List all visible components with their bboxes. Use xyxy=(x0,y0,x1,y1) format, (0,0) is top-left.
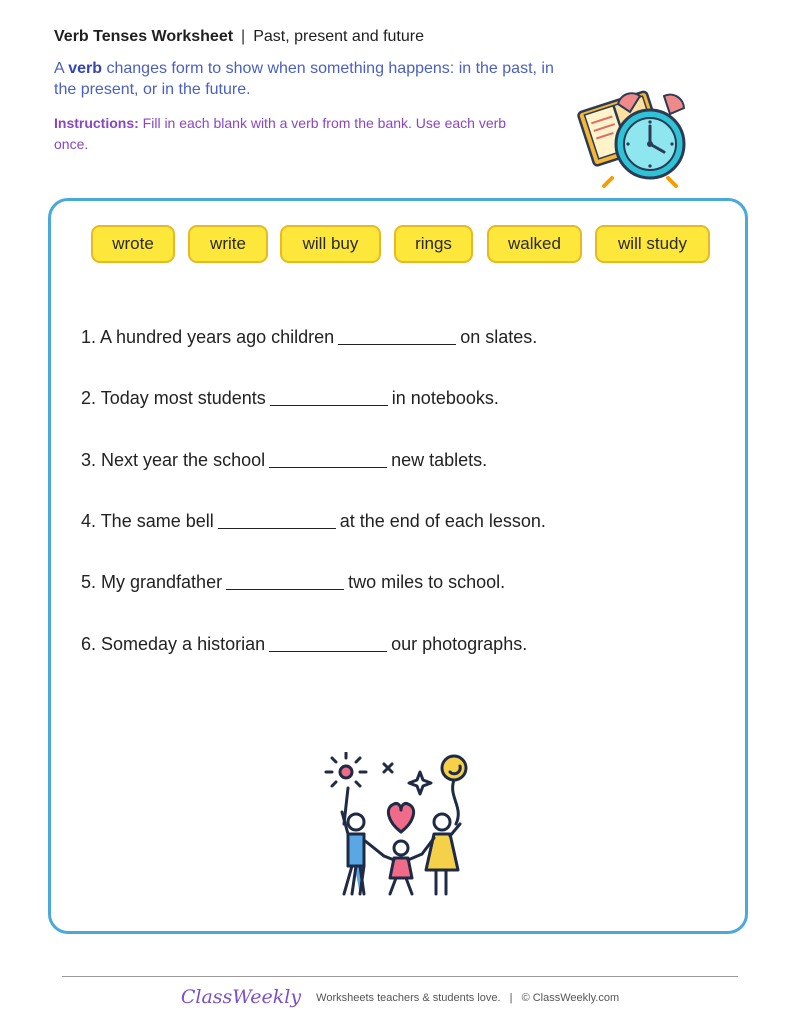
question-text: two miles to school. xyxy=(348,572,506,592)
answer-blank[interactable] xyxy=(269,635,387,652)
instructions xyxy=(54,113,534,155)
word-chip: walked xyxy=(487,225,582,263)
question-text: 2. Today most students xyxy=(81,388,266,408)
instructions-label: Instructions: xyxy=(54,115,139,131)
question-2 xyxy=(81,388,499,409)
question-text: 3. Next year the school xyxy=(81,450,266,470)
answer-blank[interactable] xyxy=(226,573,344,590)
brand-logo: ClassWeekly xyxy=(180,986,302,1008)
header-separator: | xyxy=(241,28,246,45)
family-celebration-icon xyxy=(318,752,484,902)
question-text: 6. Someday a historian xyxy=(81,634,266,654)
word-chip: will study xyxy=(595,225,710,263)
question-text: at the end of each lesson. xyxy=(339,511,546,531)
word-bank xyxy=(0,225,800,267)
question-text: our photographs. xyxy=(391,634,528,654)
question-4 xyxy=(81,511,546,532)
footer-tagline: Worksheets teachers & students love. xyxy=(316,992,501,1004)
question-text: new tablets. xyxy=(391,450,488,470)
question-text: 5. My grandfather xyxy=(81,572,223,592)
intro-text xyxy=(54,58,554,100)
worksheet-header xyxy=(54,28,424,46)
worksheet-subtitle: Past, present and future xyxy=(253,28,424,45)
word-chip: rings xyxy=(394,225,473,263)
footer-separator: | xyxy=(509,992,513,1004)
question-text: on slates. xyxy=(460,327,538,347)
instructions-text: Fill in each blank with a verb from the bank. Use each verb once. xyxy=(54,115,507,152)
answer-blank[interactable] xyxy=(218,512,336,529)
question-1 xyxy=(81,327,537,348)
question-text: 1. A hundred years ago children xyxy=(81,327,335,347)
alarm-clock-book-icon xyxy=(572,82,702,192)
question-5 xyxy=(81,572,505,593)
footer xyxy=(0,986,800,1008)
question-text: in notebooks. xyxy=(391,388,499,408)
answer-blank[interactable] xyxy=(269,451,387,468)
footer-divider xyxy=(62,976,738,977)
footer-copyright: © ClassWeekly.com xyxy=(521,992,620,1004)
answer-blank[interactable] xyxy=(338,328,456,345)
word-chip: write xyxy=(188,225,268,263)
word-chip: wrote xyxy=(91,225,175,263)
question-3 xyxy=(81,450,487,471)
question-6 xyxy=(81,634,527,655)
word-chip: will buy xyxy=(280,225,381,263)
intro-pre: A xyxy=(54,60,69,77)
worksheet-title: Verb Tenses Worksheet xyxy=(54,28,234,45)
intro-keyword: verb xyxy=(68,60,103,77)
answer-blank[interactable] xyxy=(270,389,388,406)
question-text: 4. The same bell xyxy=(81,511,214,531)
intro-post: changes form to show when something happens: in the past, in the present, or in the future. xyxy=(54,60,554,98)
